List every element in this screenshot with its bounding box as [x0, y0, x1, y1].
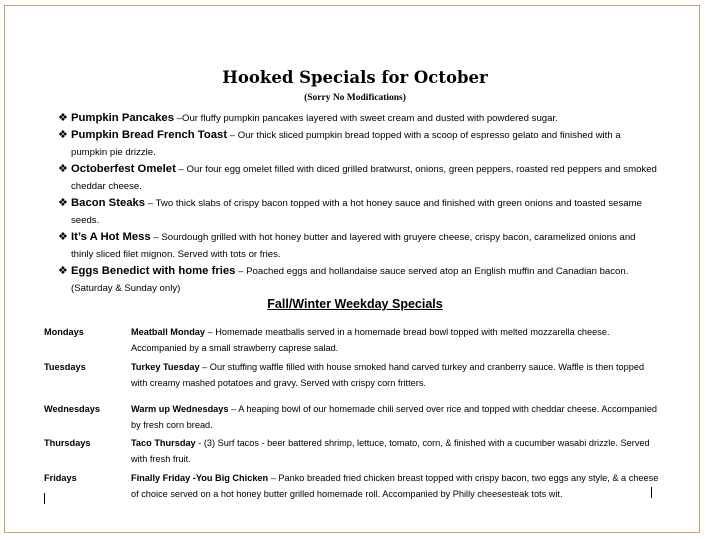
weekday-special	[131, 359, 661, 391]
weekday-special-description: – Panko breaded fried chicken breast topped with crispy bacon, two eggs any style, & a cheese of choice served on a hot honey butter grilled homemade roll. Accompanied by Philly cheesesteak tots wit.	[131, 473, 659, 499]
special-item	[58, 110, 658, 127]
special-separator: –	[235, 266, 247, 277]
special-description: Our thick sliced pumpkin bread topped with a scoop of espresso gelato and finished with a pumpkin pie drizzle.	[71, 130, 621, 158]
weekday-special-description: – Our stuffing waffle filled with house smoked hand carved turkey and cranberry sauce. Waffle is then topped with creamy mashed potatoes and gravy. Served with crispy corn fritters.	[131, 362, 645, 388]
special-description: Sourdough grilled with hot honey butter and layered with gruyere cheese, crispy bacon, caramelized onions and thinly sliced filet mignon. Served with tots or fries.	[71, 232, 636, 260]
text-cursor	[651, 487, 652, 498]
special-name: Pumpkin Bread French Toast	[71, 129, 228, 141]
diamond-bullet-icon: ❖	[58, 197, 68, 209]
diamond-bullet-icon: ❖	[58, 112, 68, 124]
weekday-special-name: Taco Thursday	[131, 438, 196, 448]
weekday-day: Mondays	[44, 327, 84, 337]
october-specials-list	[58, 110, 658, 297]
diamond-bullet-icon: ❖	[58, 265, 68, 277]
weekday-special-name: Finally Friday -You Big Chicken	[131, 473, 269, 483]
special-item	[58, 229, 658, 263]
special-description: Our four egg omelet filled with diced grilled bratwurst, onions, green peppers, roasted red peppers and smoked cheddar cheese.	[71, 164, 657, 192]
weekday-special-description: – Homemade meatballs served in a homemade bread bowl topped with melted mozzarella cheese. Accompanied by a small strawberry caprese salad.	[131, 327, 610, 353]
special-name: Bacon Steaks	[71, 197, 146, 209]
page-subtitle: (Sorry No Modifications)	[304, 93, 406, 103]
diamond-bullet-icon: ❖	[58, 231, 68, 243]
special-name: Pumpkin Pancakes	[71, 112, 174, 124]
special-name: It’s A Hot Mess	[71, 231, 151, 243]
section-title: Fall/Winter Weekday Specials	[267, 297, 443, 311]
weekday-special-name: Meatball Monday	[131, 327, 206, 337]
special-separator: –	[145, 198, 156, 209]
weekday-day: Tuesdays	[44, 362, 86, 372]
special-item	[58, 161, 658, 195]
weekday-special-name: Turkey Tuesday	[131, 362, 200, 372]
special-separator: –	[175, 164, 187, 175]
special-item	[58, 195, 658, 229]
special-separator: –	[150, 232, 162, 243]
weekday-special	[131, 435, 661, 467]
special-name: Octoberfest Omelet	[71, 163, 176, 175]
diamond-bullet-icon: ❖	[58, 129, 68, 141]
weekday-day: Fridays	[44, 473, 77, 483]
special-description: Two thick slabs of crispy bacon topped with a hot honey sauce and finished with green onions and toasted sesame seeds.	[71, 198, 642, 226]
diamond-bullet-icon: ❖	[58, 163, 68, 175]
page-title: Hooked Specials for October	[222, 68, 488, 87]
weekday-special-description: - (3) Surf tacos - beer battered shrimp, lettuce, tomato, corn, & finished with a cucumber wasabi drizzle. Served with fresh fruit.	[131, 438, 650, 464]
special-description: Poached eggs and hollandaise sauce served atop an English muffin and Canadian bacon. (Saturday & Sunday only)	[71, 266, 629, 294]
weekday-special-name: Warm up Wednesdays	[131, 404, 229, 414]
weekday-day: Thursdays	[44, 438, 91, 448]
text-cursor	[44, 493, 45, 504]
special-separator: –	[227, 130, 238, 141]
weekday-special	[131, 401, 661, 433]
special-name: Eggs Benedict with home fries	[71, 265, 236, 277]
special-separator: –	[173, 113, 182, 124]
weekday-special	[131, 470, 661, 502]
weekday-special	[131, 324, 661, 356]
weekday-special-description: – A heaping bowl of our homemade chili served over rice and topped with cheddar cheese. Accompanied by fresh corn bread.	[131, 404, 658, 430]
special-item	[58, 263, 658, 297]
special-description: Our fluffy pumpkin pancakes layered with sweet cream and dusted with powdered sugar.	[182, 113, 558, 124]
special-item	[58, 127, 658, 161]
weekday-day: Wednesdays	[44, 404, 100, 414]
